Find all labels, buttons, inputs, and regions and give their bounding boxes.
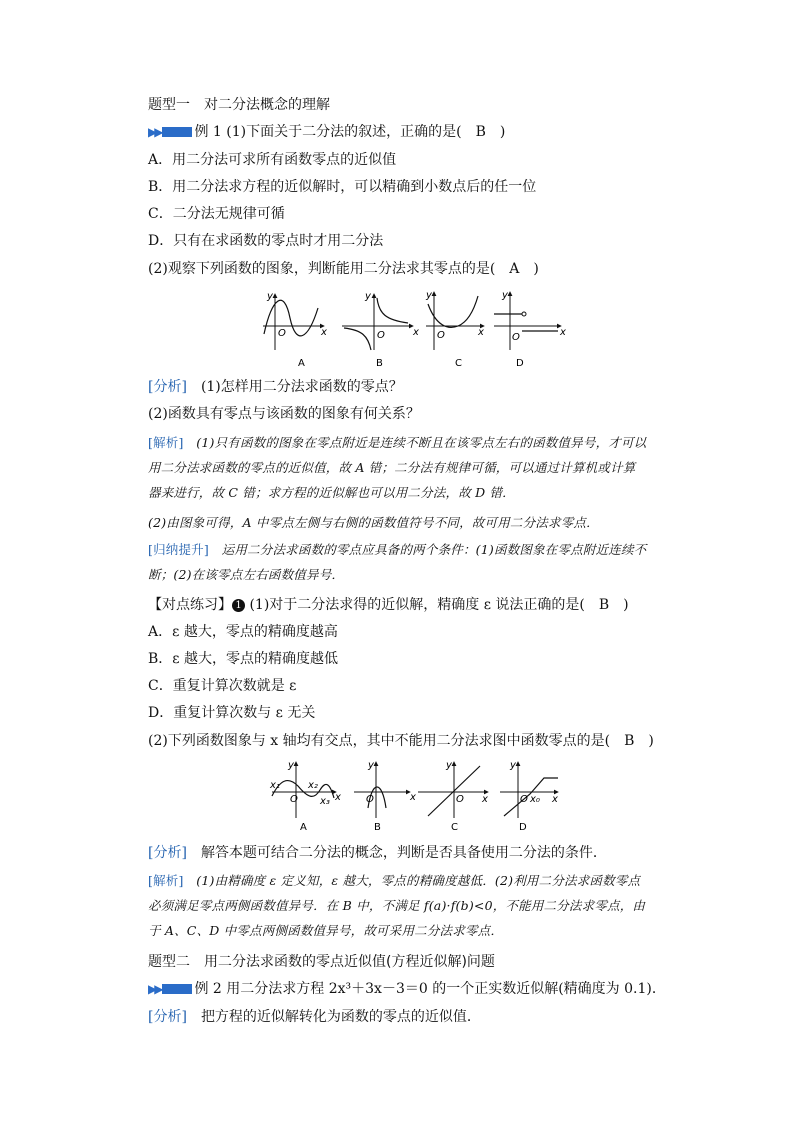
ex1-solution1 <box>148 430 648 505</box>
svg-text:x: x <box>413 327 419 338</box>
svg-text:x₀: x₀ <box>530 794 540 805</box>
practice-option-d: D．重复计算次数与 ε 无关 <box>148 705 316 721</box>
ex2-analysis-text: 把方程的近似解转化为函数的零点的近似值． <box>200 1009 481 1025</box>
svg-text:O: O <box>437 330 445 341</box>
example2 <box>148 979 666 999</box>
section1-title: 题型一 对二分法概念的理解 <box>148 97 330 113</box>
svg-text:x₂: x₂ <box>308 780 318 791</box>
graph2-a <box>269 760 341 818</box>
ex2-analysis-tag: [分析] <box>148 1009 187 1025</box>
graph-label-d: D <box>516 358 524 369</box>
practice-analysis <box>148 843 607 863</box>
graph-d <box>494 290 566 350</box>
graph2-label-c: C <box>451 822 458 833</box>
ex1-analysis1 <box>148 377 403 397</box>
svg-text:O: O <box>366 794 374 805</box>
example2-marker-icon: ▶▶ <box>148 979 192 999</box>
graph-b <box>342 291 419 350</box>
svg-text:O: O <box>520 794 528 805</box>
svg-text:y: y <box>426 290 432 301</box>
svg-text:O: O <box>377 330 385 341</box>
ex1-graphs <box>258 288 568 370</box>
svg-text:y: y <box>267 291 273 302</box>
svg-text:O: O <box>512 332 520 343</box>
graph-label-b: B <box>376 358 383 369</box>
practice-option-c: C．重复计算次数就是 ε <box>148 678 297 694</box>
svg-text:x: x <box>482 794 488 805</box>
svg-text:O: O <box>290 794 298 805</box>
svg-text:y: y <box>288 760 294 771</box>
svg-text:O: O <box>278 328 286 339</box>
ex1-summary <box>148 537 648 587</box>
practice-solution-tag: [解析] <box>148 873 184 888</box>
example1-q1-text: (1)下面关于二分法的叙述，正确的是( B ) <box>226 124 506 140</box>
practice-analysis-text: 解答本题可结合二分法的概念，判断是否具备使用二分法的条件． <box>200 845 607 861</box>
svg-text:y: y <box>368 760 374 771</box>
practice-analysis-tag: [分析] <box>148 845 187 861</box>
svg-text:x: x <box>321 327 327 338</box>
example2-label: 例 2 <box>194 981 222 997</box>
practice-solution-text: (1)由精确度 ε 定义知，ε 越大，零点的精确度越低．(2)利用二分法求函数零点必须满足零点两侧函数值异号．在 B 中，不满足 f(a)·f(b)<0，不能用二分法求零点，由于 A、C、D 中零点两侧函数值异号，故可采用二分法求零点． <box>148 873 646 938</box>
analysis1-text: (1)怎样用二分法求函数的零点？ <box>200 379 403 395</box>
practice-option-a: A．ε 越大，零点的精确度越高 <box>148 624 338 640</box>
graph2-d <box>500 760 558 818</box>
graph2-label-d: D <box>519 822 527 833</box>
svg-text:x: x <box>560 327 566 338</box>
svg-text:y: y <box>446 760 452 771</box>
svg-text:y: y <box>365 291 371 302</box>
graph-label-a: A <box>298 358 305 369</box>
graph2-b <box>354 760 416 818</box>
svg-text:x₃: x₃ <box>320 796 330 807</box>
graph2-c <box>418 760 488 818</box>
ex1-option-d: D．只有在求函数的零点时才用二分法 <box>148 233 384 249</box>
graph-c <box>425 290 484 350</box>
practice-tag: 【对点练习】 <box>148 597 232 613</box>
summary-text: 运用二分法求函数的零点应具备的两个条件：(1)函数图象在零点附近连续不断；(2)在该零点左右函数值异号． <box>148 542 647 582</box>
ex1-option-b: B．用二分法求方程的近似解时，可以精确到小数点后的任一位 <box>148 179 537 195</box>
analysis-tag: [分析] <box>148 379 187 395</box>
ex2-analysis <box>148 1007 481 1027</box>
practice-solution <box>148 868 648 943</box>
graph2-label-a: A <box>300 822 307 833</box>
svg-text:x: x <box>478 327 484 338</box>
svg-text:O: O <box>456 794 464 805</box>
svg-text:x: x <box>410 792 416 803</box>
summary-tag: [归纳提升] <box>148 542 209 557</box>
example1-label: 例 1 <box>194 124 222 140</box>
ex1-option-c: C．二分法无规律可循 <box>148 206 285 222</box>
practice-number-badge: 1 <box>232 599 245 612</box>
practice-question1 <box>148 595 629 615</box>
ex1-analysis2: (2)函数具有零点与该函数的图象有何关系？ <box>148 406 420 422</box>
svg-text:x: x <box>335 792 341 803</box>
graph2-label-b: B <box>374 822 381 833</box>
practice-graphs <box>268 758 568 834</box>
ex1-solution2: (2)由图象可得，A 中零点左侧与右侧的函数值符号不同，故可用二分法求零点． <box>148 515 599 530</box>
ex1-question2: (2)观察下列函数的图象，判断能用二分法求其零点的是( A ) <box>148 261 539 277</box>
example-marker-icon: ▶▶ <box>148 122 192 142</box>
solution1-text: (1)只有函数的图象在零点附近是连续不断且在该零点左右的函数值异号，才可以用二分法求函数的零点的近似值，故 A 错；二分法有规律可循，可以通过计算机或计算器来进行，故 C 错；求方程的近似解也可以用二分法，故 D 错． <box>148 435 647 500</box>
svg-text:x: x <box>552 794 558 805</box>
svg-text:y: y <box>510 760 516 771</box>
example1-question1 <box>148 122 505 142</box>
section2-title: 题型二 用二分法求函数的零点近似值(方程近似解)问题 <box>148 954 495 970</box>
practice-question2: (2)下列函数图象与 x 轴均有交点，其中不能用二分法求图中函数零点的是( B ) <box>148 733 654 749</box>
graph-label-c: C <box>455 358 462 369</box>
solution-tag: [解析] <box>148 435 184 450</box>
practice-q1-text: (1)对于二分法求得的近似解，精确度 ε 说法正确的是( B ) <box>249 597 629 613</box>
svg-text:x₁: x₁ <box>270 780 280 791</box>
ex1-option-a: A．用二分法可求所有函数零点的近似值 <box>148 152 397 168</box>
practice-option-b: B．ε 越大，零点的精确度越低 <box>148 651 338 667</box>
graph-a <box>263 291 327 350</box>
example2-text: 用二分法求方程 2x³＋3x－3＝0 的一个正实数近似解(精确度为 0.1)． <box>226 981 666 997</box>
svg-text:y: y <box>502 290 508 301</box>
